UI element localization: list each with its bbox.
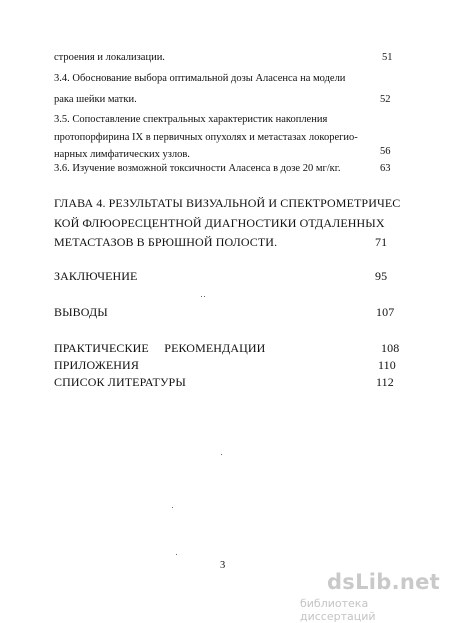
toc-entry-page: 63 xyxy=(380,163,391,174)
toc-chapter-line: МЕТАСТАЗОВ В БРЮШНОЙ ПОЛОСТИ. xyxy=(54,235,278,249)
toc-chapter-line: КОЙ ФЛЮОРЕСЦЕНТНОЙ ДИАГНОСТИКИ ОТДАЛЕННЫХ xyxy=(54,216,385,230)
toc-section-title: ЗАКЛЮЧЕНИЕ xyxy=(54,269,138,283)
page-number: 3 xyxy=(220,560,226,571)
scan-speck xyxy=(204,296,205,297)
toc-entry-page: 52 xyxy=(380,94,391,105)
toc-entry-text: 3.6. Изучение возможной токсичности Аласенса в дозе 20 мг/кг. xyxy=(54,163,341,174)
scan-speck xyxy=(221,454,222,455)
toc-entry-text: 3.5. Сопоставление спектральных характеристик накопления xyxy=(54,114,328,125)
scan-speck xyxy=(176,554,177,555)
toc-section-title: СПИСОК ЛИТЕРАТУРЫ xyxy=(54,375,186,389)
toc-entry-text: протопорфирина IX в первичных опухолях и метастазах локорегио- xyxy=(54,132,358,143)
watermark xyxy=(300,566,448,623)
toc-entry-page: 112 xyxy=(376,375,394,389)
toc-entry-text: 3.4. Обоснование выбора оптимальной дозы Аласенса на модели xyxy=(54,73,346,84)
toc-section-title: ВЫВОДЫ xyxy=(54,305,108,319)
toc-entry-page: 110 xyxy=(378,358,396,372)
toc-section-title: ПРАКТИЧЕСКИЕ РЕКОМЕНДАЦИИ xyxy=(54,341,266,355)
watermark-logo: dsLib.net xyxy=(326,570,440,594)
scan-speck xyxy=(172,507,173,508)
toc-chapter-line: ГЛАВА 4. РЕЗУЛЬТАТЫ ВИЗУАЛЬНОЙ И СПЕКТРОМЕТРИЧЕС xyxy=(54,196,401,210)
toc-entry-page: 71 xyxy=(375,235,388,249)
toc-section-title: ПРИЛОЖЕНИЯ xyxy=(54,358,139,372)
scan-speck xyxy=(201,296,202,297)
toc-entry-page: 95 xyxy=(375,269,388,283)
toc-entry-page: 51 xyxy=(382,52,393,63)
watermark-subtitle: библиотека диссертаций xyxy=(300,597,376,623)
toc-entry-page: 108 xyxy=(381,341,400,355)
toc-entry-page: 56 xyxy=(380,146,391,157)
toc-entry-page: 107 xyxy=(376,305,395,319)
toc-entry-text: нарных лимфатических узлов. xyxy=(54,149,190,160)
toc-entry-text: строения и локализации. xyxy=(54,52,165,63)
toc-entry-text: рака шейки матки. xyxy=(54,94,137,105)
